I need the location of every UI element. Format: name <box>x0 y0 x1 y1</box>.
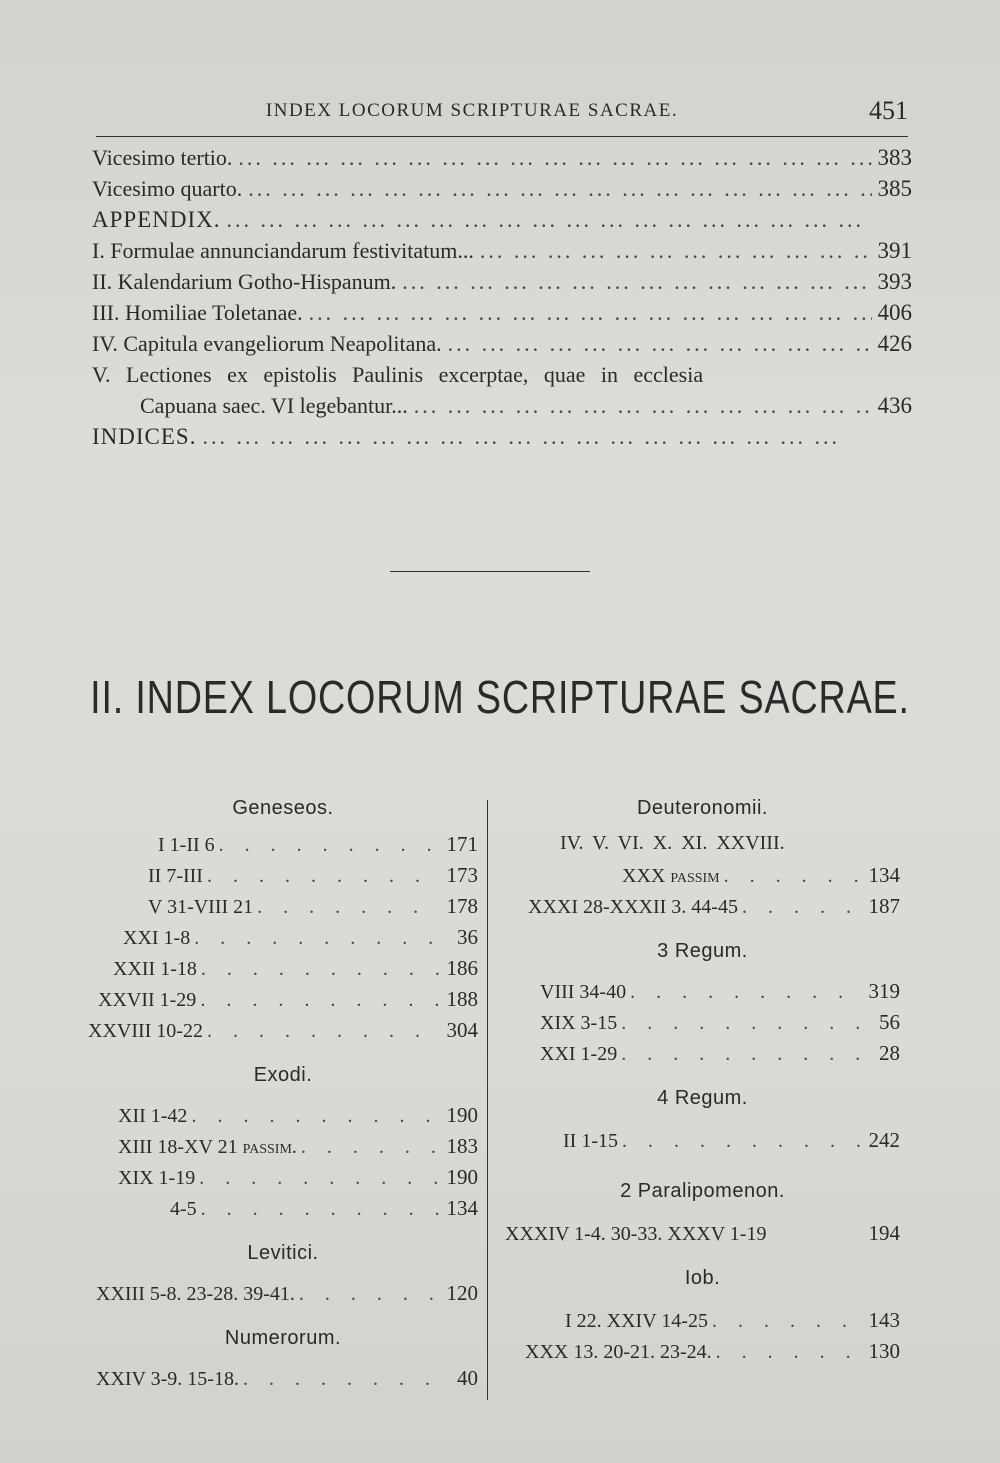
leader-dots <box>207 865 440 888</box>
entry-page: 194 <box>868 1221 900 1245</box>
index-entry <box>525 1339 900 1370</box>
entry-page: 134 <box>868 863 900 887</box>
toc-label: IV. Capitula evangeliorum Neapolitana. <box>92 331 442 356</box>
entry-page: 130 <box>868 1339 900 1363</box>
book-heading: Exodi. <box>253 1064 313 1086</box>
entry-ref: XXVII 1-29 <box>98 989 197 1011</box>
toc-label: I. Formulae annunciandarum festivitatum... <box>92 238 474 263</box>
index-entry <box>113 956 478 987</box>
index-entry <box>96 1366 478 1397</box>
entry-ref: V 31-VIII 21 <box>148 896 254 918</box>
toc-entry <box>92 176 912 207</box>
toc-page: 393 <box>877 269 912 294</box>
index-entry <box>118 1165 478 1196</box>
right-column <box>505 790 900 1370</box>
leader-dots <box>201 958 440 981</box>
entry-ref: XII 1-42 <box>118 1105 188 1127</box>
leader-dots <box>742 896 862 919</box>
leader-dots <box>226 207 870 233</box>
book-heading: 2 Paralipomenon. <box>620 1180 785 1202</box>
entry-ref: 4-5 <box>170 1198 197 1220</box>
toc-page: 391 <box>877 238 912 263</box>
index-entry <box>563 1128 900 1159</box>
entry-ref: XXIII 5-8. 23-28. 39-41. <box>96 1283 295 1305</box>
toc-entry-line1 <box>92 362 912 393</box>
index-entry <box>98 987 478 1018</box>
left-column <box>88 790 478 1397</box>
leader-dots <box>207 1020 440 1043</box>
entry-ref: I 1-II 6 <box>158 834 215 856</box>
entry-page: 143 <box>868 1308 900 1332</box>
entry-page: 56 <box>879 1010 900 1034</box>
index-entry <box>143 832 478 863</box>
entry-page: 319 <box>868 979 900 1003</box>
leader-dots <box>621 1043 862 1066</box>
leader-dots <box>299 1283 440 1306</box>
index-entry <box>96 1281 478 1312</box>
leader-dots <box>414 393 872 419</box>
entry-ref: II 7-III <box>148 865 203 887</box>
leader-dots <box>621 1012 862 1035</box>
column-rule <box>487 800 488 1400</box>
toc-label: APPENDIX. <box>92 207 221 232</box>
index-entry <box>118 1103 478 1134</box>
book-heading: Deuteronomii. <box>636 797 768 819</box>
entry-ref: II 1-15 <box>563 1130 618 1152</box>
toc-page: 436 <box>877 393 912 418</box>
leader-dots <box>448 331 872 357</box>
entry-ref: XXIV 3-9. 15-18. <box>96 1368 239 1390</box>
toc-page: 426 <box>877 331 912 356</box>
toc-page: 385 <box>877 176 912 201</box>
leader-dots <box>243 1368 440 1391</box>
toc-label: INDICES. <box>92 424 197 449</box>
entry-ref: XXVIII 10-22 <box>88 1020 203 1042</box>
index-entry <box>118 1196 478 1227</box>
toc-entry <box>92 300 912 331</box>
toc-entry <box>92 269 912 300</box>
index-entry <box>560 863 900 894</box>
page-number: 451 <box>869 96 908 125</box>
index-entry <box>540 1010 900 1041</box>
entry-page: 120 <box>446 1281 478 1305</box>
leader-dots <box>622 1130 862 1153</box>
leader-dots <box>724 865 862 888</box>
entry-page: 186 <box>446 956 478 980</box>
toc-entry <box>92 207 912 238</box>
running-title: INDEX LOCORUM SCRIPTURAE SACRAE. <box>265 100 679 121</box>
book-heading: Levitici. <box>247 1242 319 1264</box>
index-entry <box>118 1134 478 1165</box>
toc-entry <box>92 145 912 176</box>
index-entry <box>525 1308 900 1339</box>
leader-dots <box>301 1136 440 1159</box>
entry-ref: I 22. XXIV 14-25 <box>565 1310 708 1332</box>
entry-page: 178 <box>446 894 478 918</box>
leader-dots <box>309 300 872 326</box>
index-entry <box>143 863 478 894</box>
book-heading: Numerorum. <box>224 1327 342 1349</box>
index-entry <box>505 1221 900 1252</box>
entry-ref: XXI 1-8 <box>123 927 191 949</box>
leader-dots <box>191 1105 440 1128</box>
toc-entry <box>92 238 912 269</box>
index-entry <box>143 894 478 925</box>
toc-label: Capuana saec. VI legebantur... <box>140 393 408 418</box>
entry-ref: XXXIV 1-4. 30-33. XXXV 1-19 <box>505 1223 767 1245</box>
entry-ref: XIX 1-19 <box>118 1167 196 1189</box>
leader-dots <box>219 834 440 857</box>
index-entry <box>540 979 900 1010</box>
leader-dots <box>248 176 871 202</box>
index-entry <box>540 1041 900 1072</box>
index-entry <box>123 925 478 956</box>
section-divider <box>390 571 590 572</box>
leader-dots <box>712 1310 862 1333</box>
leader-dots <box>194 927 440 950</box>
entry-ref: XXX passim <box>622 865 720 887</box>
index-entry <box>88 1018 478 1049</box>
leader-dots <box>257 896 440 919</box>
entry-ref: XIX 3-15 <box>540 1012 618 1034</box>
leader-dots <box>630 981 862 1004</box>
leader-dots <box>199 1167 440 1190</box>
entry-page: 242 <box>868 1128 900 1152</box>
leader-dots <box>202 424 846 450</box>
table-of-contents <box>92 145 912 455</box>
entry-page: 171 <box>446 832 478 856</box>
entry-page: 187 <box>868 894 900 918</box>
entry-page: 190 <box>446 1165 478 1189</box>
toc-entry-line2 <box>92 393 912 424</box>
leader-dots <box>201 1198 440 1221</box>
entry-page: 40 <box>457 1366 478 1390</box>
index-entry <box>560 832 900 863</box>
section-title: II. INDEX LOCORUM SCRIPTURAE SACRAE. <box>90 671 910 723</box>
entry-page: 304 <box>446 1018 478 1042</box>
toc-label: Vicesimo tertio. <box>92 145 233 170</box>
toc-label: III. Homiliae Toletanae. <box>92 300 303 325</box>
toc-entry <box>92 331 912 362</box>
book-heading: 4 Regum. <box>657 1087 748 1109</box>
leader-dots <box>480 238 872 264</box>
entry-ref: XIII 18-XV 21 passim. <box>118 1136 297 1158</box>
book-heading: 3 Regum. <box>657 940 748 962</box>
toc-page: 406 <box>877 300 912 325</box>
index-entry <box>528 894 900 925</box>
entry-page: 183 <box>446 1134 478 1158</box>
entry-ref: XXXI 28-XXXII 3. 44-45 <box>528 896 738 918</box>
entry-page: 36 <box>457 925 478 949</box>
leader-dots <box>402 269 871 295</box>
book-heading: Iob. <box>684 1267 721 1289</box>
book-heading: Geneseos. <box>232 797 334 819</box>
toc-label: II. Kalendarium Gotho-Hispanum. <box>92 269 397 294</box>
leader-dots <box>200 989 440 1012</box>
entry-ref: XXI 1-29 <box>540 1043 618 1065</box>
entry-ref: IV. V. VI. X. XI. XXVIII. <box>560 832 785 854</box>
toc-label: Vicesimo quarto. <box>92 176 243 201</box>
entry-page: 190 <box>446 1103 478 1127</box>
leader-dots <box>238 145 871 171</box>
entry-page: 134 <box>446 1196 478 1220</box>
entry-page: 28 <box>879 1041 900 1065</box>
entry-ref: XXII 1-18 <box>113 958 197 980</box>
leader-dots <box>716 1341 862 1364</box>
entry-page: 188 <box>446 987 478 1011</box>
entry-page: 173 <box>446 863 478 887</box>
toc-label: V. Lectiones ex epistolis Paulinis excerptae, quae in ecclesia <box>92 362 704 387</box>
entry-ref: VIII 34-40 <box>540 981 627 1003</box>
toc-entry <box>92 424 912 455</box>
toc-page: 383 <box>877 145 912 170</box>
running-head <box>96 96 908 137</box>
entry-ref: XXX 13. 20-21. 23-24. <box>525 1341 712 1363</box>
